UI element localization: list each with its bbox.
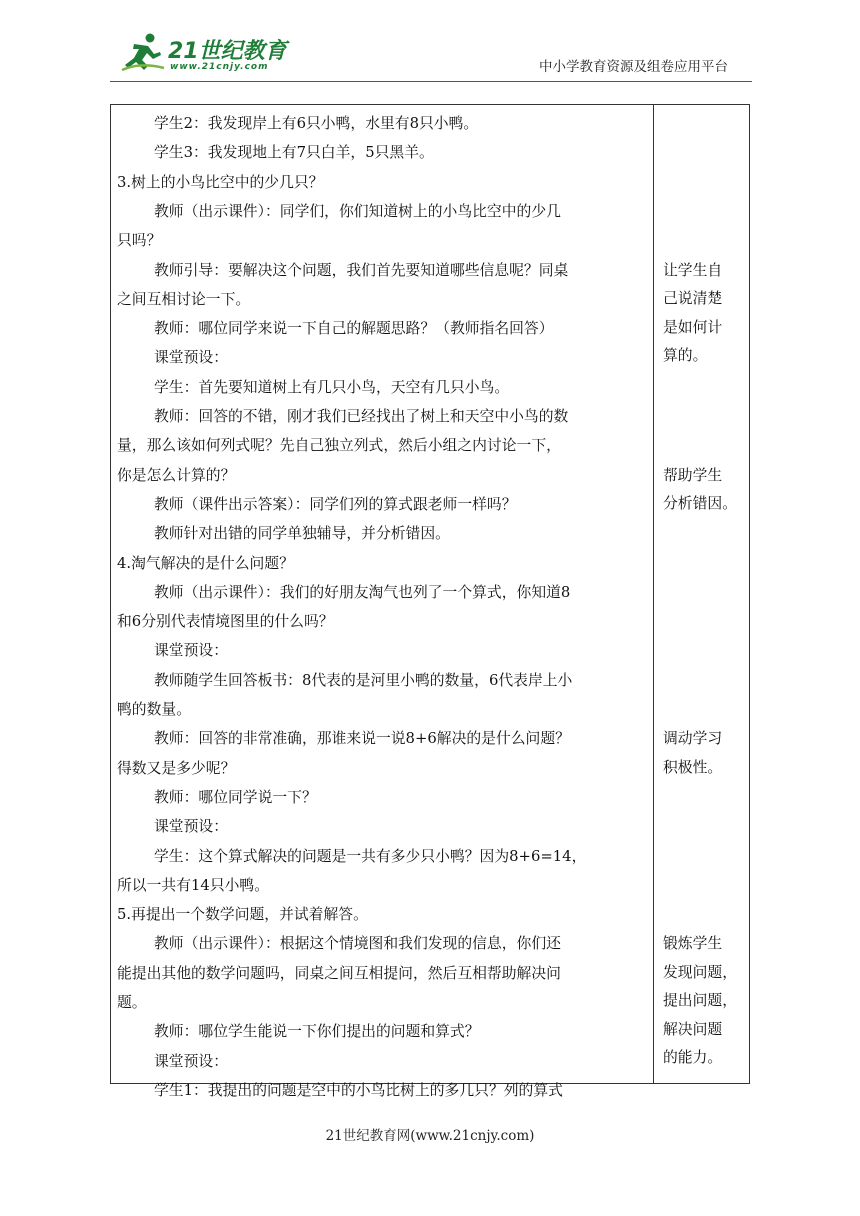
text-line: 量，那么该如何列式呢？先自己独立列式，然后小组之内讨论一下， [117, 437, 561, 455]
logo-text: 21世纪教育 [168, 39, 287, 64]
text-line: 教师：哪位学生能说一下你们提出的问题和算式？ [154, 1023, 480, 1041]
platform-name: 中小学教育资源及组卷应用平台 [539, 59, 728, 75]
page-header [110, 30, 750, 86]
text-line: 课堂预设： [154, 642, 228, 660]
text-line: 课堂预设： [154, 349, 228, 367]
lesson-table [110, 104, 750, 1099]
runner-logo-icon [120, 32, 166, 74]
text-line: 4.淘气解决的是什么问题？ [117, 554, 294, 572]
text-line: 课堂预设： [154, 818, 228, 836]
text-line: 题。 [117, 994, 147, 1011]
text-line: 之间互相讨论一下。 [117, 290, 251, 308]
text-line: 课堂预设： [154, 1052, 228, 1070]
text-line: 能提出其他的数学问题吗，同桌之间互相提问，然后互相帮助解决问 [117, 964, 561, 982]
design-note-line: 己说清楚 [663, 290, 723, 307]
text-line: 教师（出示课件）：我们的好朋友淘气也列了一个算式，你知道8 [154, 583, 571, 601]
design-note [663, 466, 743, 523]
logo [120, 32, 300, 76]
design-note-line: 锻炼学生 [663, 935, 723, 953]
text-line: 教师随学生回答板书：8代表的是河里小鸭的数量，6代表岸上小 [154, 671, 573, 689]
text-line: 教师：回答的非常准确，那谁来说一说8+6解决的是什么问题？ [154, 730, 570, 748]
text-line: 教师（出示课件）：根据这个情境图和我们发现的信息，你们还 [154, 935, 561, 953]
design-note-line: 让学生自 [663, 261, 723, 279]
design-note-line: 积极性。 [663, 758, 723, 776]
page-footer: 21世纪教育网(www.21cnjy.com) [325, 1128, 535, 1144]
text-line: 学生：首先要知道树上有几只小鸟，天空有几只小鸟。 [154, 378, 510, 396]
text-line: 所以一共有14只小鸭。 [117, 876, 270, 894]
design-note-line: 是如何计 [663, 318, 723, 336]
text-line: 教师：回答的不错，刚才我们已经找出了树上和天空中小鸟的数 [154, 408, 569, 425]
design-note-line: 分析错因。 [663, 495, 737, 513]
design-note-line: 调动学习 [663, 730, 723, 748]
design-note-line: 的能力。 [663, 1049, 723, 1067]
text-line: 鸭的数量。 [117, 701, 191, 718]
design-note-line: 提出问题， [663, 992, 737, 1010]
text-line: 只吗？ [117, 232, 162, 250]
column-divider [653, 105, 654, 1083]
text-line: 教师针对出错的同学单独辅导，并分析错因。 [154, 525, 450, 543]
text-line: 和6分别代表情境图里的什么吗？ [117, 613, 334, 631]
text-line: 学生：这个算式解决的问题是一共有多少只小鸭？因为8+6=14， [154, 847, 587, 865]
text-line: 教师引导：要解决这个问题，我们首先要知道哪些信息呢？同桌 [154, 261, 569, 279]
logo-url: www.21cnjy.com [170, 62, 269, 72]
text-line: 学生2：我发现岸上有6只小鸭，水里有8只小鸭。 [154, 115, 479, 132]
text-line: 5.再提出一个数学问题，并试着解答。 [117, 906, 368, 924]
design-note-line: 算的。 [663, 347, 708, 364]
text-line: 教师：哪位同学来说一下自己的解题思路？（教师指名回答） [154, 320, 554, 338]
text-line: 3.树上的小鸟比空中的少几只？ [117, 173, 324, 191]
header-divider [110, 81, 752, 82]
text-line: 得数又是多少呢？ [117, 759, 236, 777]
design-note-line: 解决问题 [663, 1020, 723, 1038]
text-line: 学生3：我发现地上有7只白羊，5只黑羊。 [154, 144, 434, 162]
text-line: 教师：哪位同学说一下？ [154, 788, 317, 806]
design-note-line: 帮助学生 [663, 466, 723, 484]
text-line: 教师（出示课件）：同学们，你们知道树上的小鸟比空中的少几 [154, 202, 561, 220]
design-note-line: 发现问题， [663, 963, 737, 981]
text-line: 你是怎么计算的？ [117, 466, 236, 484]
text-line: 学生1：我提出的问题是空中的小鸟比树上的多几只？列的算式 [154, 1081, 563, 1099]
design-note [663, 934, 743, 1077]
design-note [663, 261, 743, 375]
design-note [663, 729, 743, 786]
text-line: 教师（课件出示答案）：同学们列的算式跟老师一样吗？ [154, 495, 517, 513]
